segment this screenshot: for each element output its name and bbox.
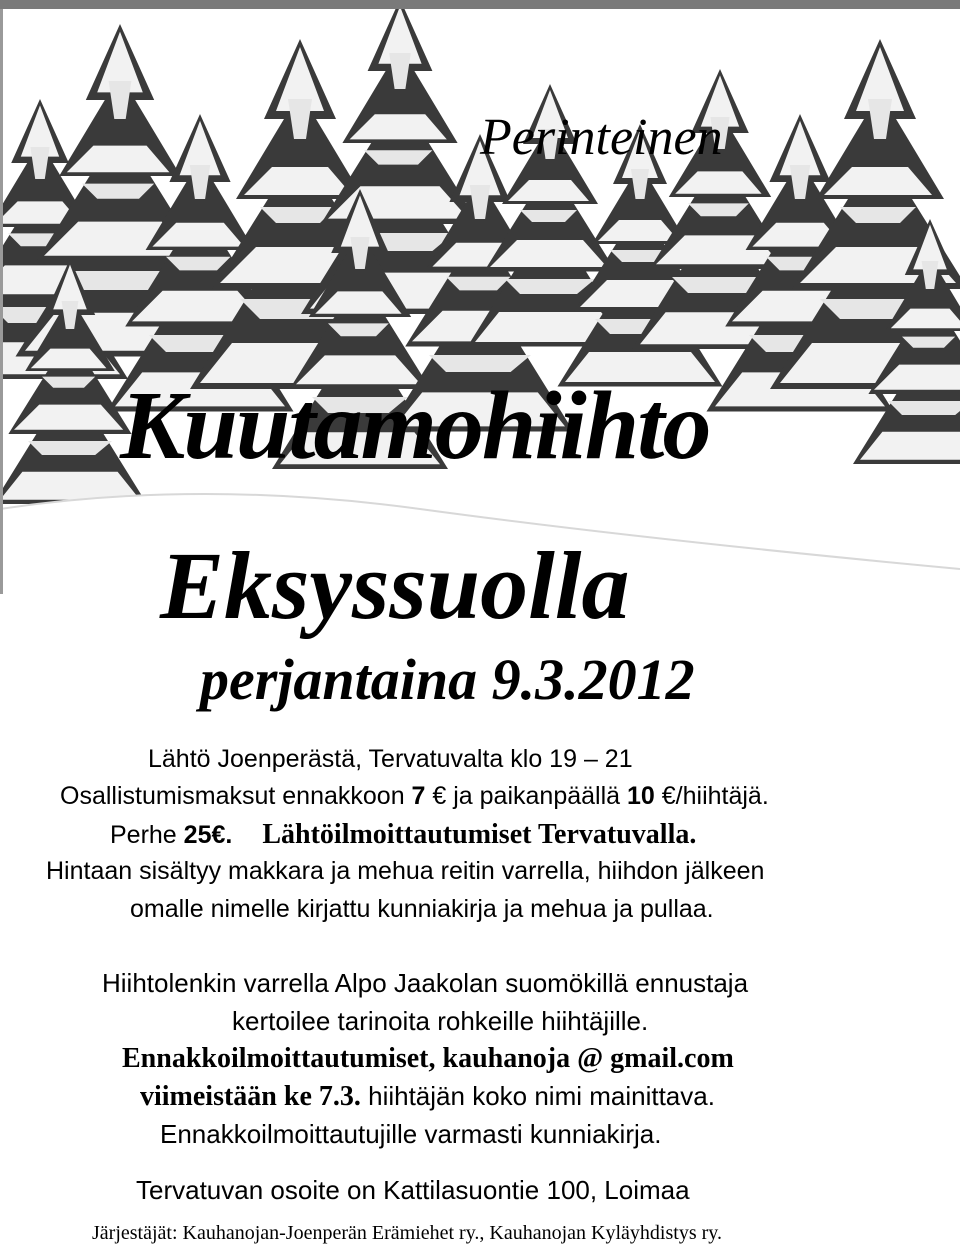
details-deadline: viimeistään ke 7.3. <box>140 1081 361 1112</box>
info-line-2-a: Osallistumismaksut ennakkoon <box>60 782 412 810</box>
info-line-2 <box>60 782 769 811</box>
details-line-4-rest: hiihtäjän koko nimi mainittava. <box>360 1081 715 1111</box>
address: Tervatuvan osoite on Kattilasuontie 100, Loimaa <box>136 1175 690 1205</box>
details-line-2: kertoilee tarinoita rohkeille hiihtäjille. <box>232 1006 649 1036</box>
pre-title: Perinteinen <box>480 109 723 166</box>
info-line-3-family-fee: 25€. <box>183 821 233 849</box>
info-line-3-a: Perhe <box>110 821 184 849</box>
details-line-5: Ennakkoilmoittautujille varmasti kunniakirja. <box>160 1119 662 1149</box>
info-line-2-c: € ja paikanpäällä <box>425 782 627 810</box>
info-line-1: Lähtö Joenperästä, Tervatuvalta klo 19 – 21 <box>148 745 633 773</box>
details-line-4 <box>140 1081 715 1113</box>
organizers: Järjestäjät: Kauhanojan-Joenperän Erämiehet ry., Kauhanojan Kyläyhdistys ry. <box>92 1222 722 1244</box>
title-line-2: Eksyssuolla <box>160 532 630 639</box>
info-line-2-fee-onsite: 10 <box>627 782 655 810</box>
top-border <box>0 0 960 9</box>
info-line-2-e: €/hiihtäjä. <box>654 782 769 810</box>
info-line-4: Hintaan sisältyy makkara ja mehua reitin varrella, hiihdon jälkeen <box>46 857 765 885</box>
snowy-forest-image <box>0 9 960 594</box>
event-date: perjantaina 9.3.2012 <box>200 647 695 712</box>
info-line-2-fee-advance: 7 <box>411 782 426 810</box>
info-line-5: omalle nimelle kirjattu kunniakirja ja mehua ja pullaa. <box>130 895 714 923</box>
info-line-3-registration: Lähtöilmoittautumiset Tervatuvalla. <box>262 819 697 850</box>
title-line-1: Kuutamohiihto <box>120 372 710 480</box>
details-line-3: Ennakkoilmoittautumiset, kauhanoja @ gmail.com <box>122 1043 734 1074</box>
details-line-1: Hiihtolenkin varrella Alpo Jaakolan suomökillä ennustaja <box>102 968 749 998</box>
info-line-3 <box>110 819 696 851</box>
